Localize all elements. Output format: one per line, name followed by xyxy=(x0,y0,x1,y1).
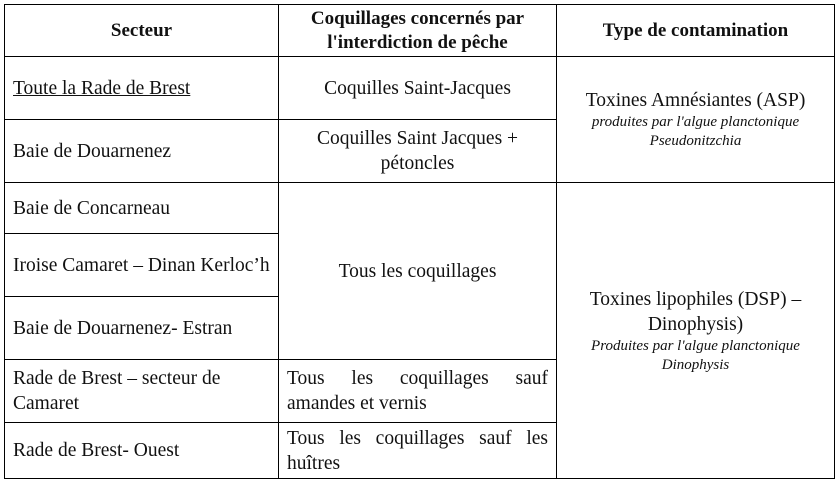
secteur-cell xyxy=(5,57,279,120)
coquillages-cell-merged: Tous les coquillages xyxy=(279,183,557,360)
header-secteur: Secteur xyxy=(5,5,279,57)
contamination-main: Toxines lipophiles (DSP) – Dinophysis) xyxy=(589,288,802,335)
coquillages-cell: Coquilles Saint-Jacques xyxy=(279,57,557,120)
header-coquillages: Coquillages concernés par l'interdiction de pêche xyxy=(279,5,557,57)
header-row xyxy=(5,5,835,57)
contamination-cell-asp xyxy=(557,57,835,183)
secteur-cell: Baie de Douarnenez- Estran xyxy=(5,297,279,360)
contamination-cell-dsp xyxy=(557,183,835,479)
contamination-detail: produites par l'algue planctonique Pseudonitzchia xyxy=(591,114,800,149)
secteur-cell: Baie de Concarneau xyxy=(5,183,279,234)
secteur-cell: Baie de Douarnenez xyxy=(5,120,279,183)
secteur-cell: Iroise Camaret – Dinan Kerloc’h xyxy=(5,234,279,297)
secteur-cell: Rade de Brest – secteur de Camaret xyxy=(5,360,279,423)
coquillages-cell: Coquilles Saint Jacques + pétoncles xyxy=(279,120,557,183)
contamination-table xyxy=(4,4,835,479)
contamination-detail: Produites par l'algue planctonique Dinophysis xyxy=(591,337,800,373)
table-row xyxy=(5,57,835,120)
coquillages-cell: Tous les coquillages sauf amandes et vernis xyxy=(279,360,557,423)
secteur-text: Toute la Rade de Brest xyxy=(13,77,191,99)
secteur-cell: Rade de Brest- Ouest xyxy=(5,423,279,479)
header-type-contamination: Type de contamination xyxy=(557,5,835,57)
contamination-main: Toxines Amnésiantes (ASP) xyxy=(585,90,806,111)
coquillages-cell: Tous les coquillages sauf les huîtres xyxy=(279,423,557,479)
table-row xyxy=(5,183,835,234)
